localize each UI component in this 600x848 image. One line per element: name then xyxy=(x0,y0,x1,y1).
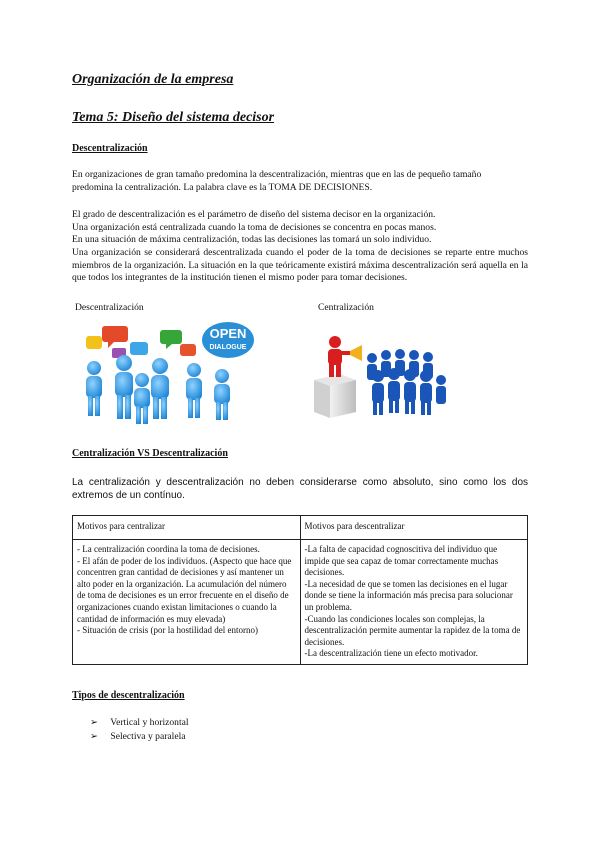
table-header-row xyxy=(73,516,528,540)
list-item: -La descentralización tiene un efecto motivador. xyxy=(304,648,478,659)
arrow-bullet-icon: ➢ xyxy=(90,717,99,728)
illustration-descentralizacion xyxy=(72,318,257,428)
motivos-table xyxy=(72,515,528,665)
list-item-label: Vertical y horizontal xyxy=(110,717,189,728)
list-item: -La necesidad de que se tomen las decisiones en el lugar donde se tiene la información más precisa para solucionar un problema. xyxy=(304,578,513,612)
illustration-centralizacion xyxy=(300,318,450,423)
table-row xyxy=(73,540,528,665)
list-item: -Cuando las condiciones locales son complejas, la descentralización permite aumentar la rapidez de la toma de decisiones. xyxy=(304,613,521,647)
table-cell-centralizar xyxy=(73,540,301,665)
paragraph-intro-line-2: predomina la centralización. La palabra clave es la TOMA DE DECISIONES. xyxy=(72,181,373,193)
list-item: -La falta de capacidad cognoscitiva del individuo que impide que sea capaz de tomar correctamente muchas decisiones. xyxy=(304,544,499,578)
list-item xyxy=(90,716,189,730)
dialogue-logo-text: DIALOGUE xyxy=(209,344,247,351)
list-item: - El afán de poder de los individuos. (Aspecto que hace que concentren gran cantidad de decisiones y así mantener un alto poder en la organización. La acumulación del número de toma de decisiones es un error frecuente en el diseño de organizaciones cuando existan limitaciones o cuando la cantidad de información es muy elevada) xyxy=(77,555,292,624)
tipos-list xyxy=(90,716,189,743)
arrow-bullet-icon: ➢ xyxy=(90,730,99,742)
paragraph-continuo: La centralización y descentralización no deben considerarse como absoluto, sino como los dos extremos de un contínuo. xyxy=(72,477,528,501)
topic-title: Tema 5: Diseño del sistema decisor xyxy=(72,110,275,125)
decentralization-people-icon xyxy=(72,318,257,428)
paragraph-descentralizada: Una organización se considerará descentralizada cuando el poder de la toma de decisiones se reparte entre muchos miembros de la organización. La situación en la que teóricamente existirá máxima descentralización será aquella en la que todos los integrantes de la institución tienen el mismo poder para tomar decisiones. xyxy=(72,247,528,284)
table-cell-descentralizar xyxy=(300,540,528,665)
paragraph-definitions xyxy=(72,209,528,247)
list-item xyxy=(90,730,189,744)
list-item: - Situación de crisis (por la hostilidad del entorno) xyxy=(77,625,258,636)
paragraph-definitions-line-1: El grado de descentralización es el parámetro de diseño del sistema decisor en la organización. xyxy=(72,209,436,220)
table-header-descentralizar: Motivos para descentralizar xyxy=(300,516,528,540)
heading-descentralizacion: Descentralización xyxy=(72,143,148,154)
paragraph-definitions-line-2: Una organización está centralizada cuando la toma de decisiones se concentra en pocas manos. xyxy=(72,221,437,233)
paragraph-definitions-line-3: En una situación de máxima centralización, todas las decisiones las tomará un solo individuo. xyxy=(72,234,432,246)
table-header-centralizar: Motivos para centralizar xyxy=(73,516,301,540)
image-label-centralizacion: Centralización xyxy=(318,302,374,313)
document-title: Organización de la empresa xyxy=(72,72,234,87)
centralization-leader-icon xyxy=(300,318,450,423)
list-item-label: Selectiva y paralela xyxy=(110,730,186,742)
heading-centralizacion-vs: Centralización VS Descentralización xyxy=(72,448,228,459)
paragraph-intro-line-1: En organizaciones de gran tamaño predomina la descentralización, mientras que en las de pequeño tamaño xyxy=(72,169,482,180)
image-label-descentralizacion: Descentralización xyxy=(75,302,144,313)
paragraph-intro xyxy=(72,169,528,194)
heading-tipos: Tipos de descentralización xyxy=(72,690,185,701)
open-logo-text: OPEN xyxy=(209,326,247,341)
list-item: - La centralización coordina la toma de decisiones. xyxy=(77,544,260,554)
